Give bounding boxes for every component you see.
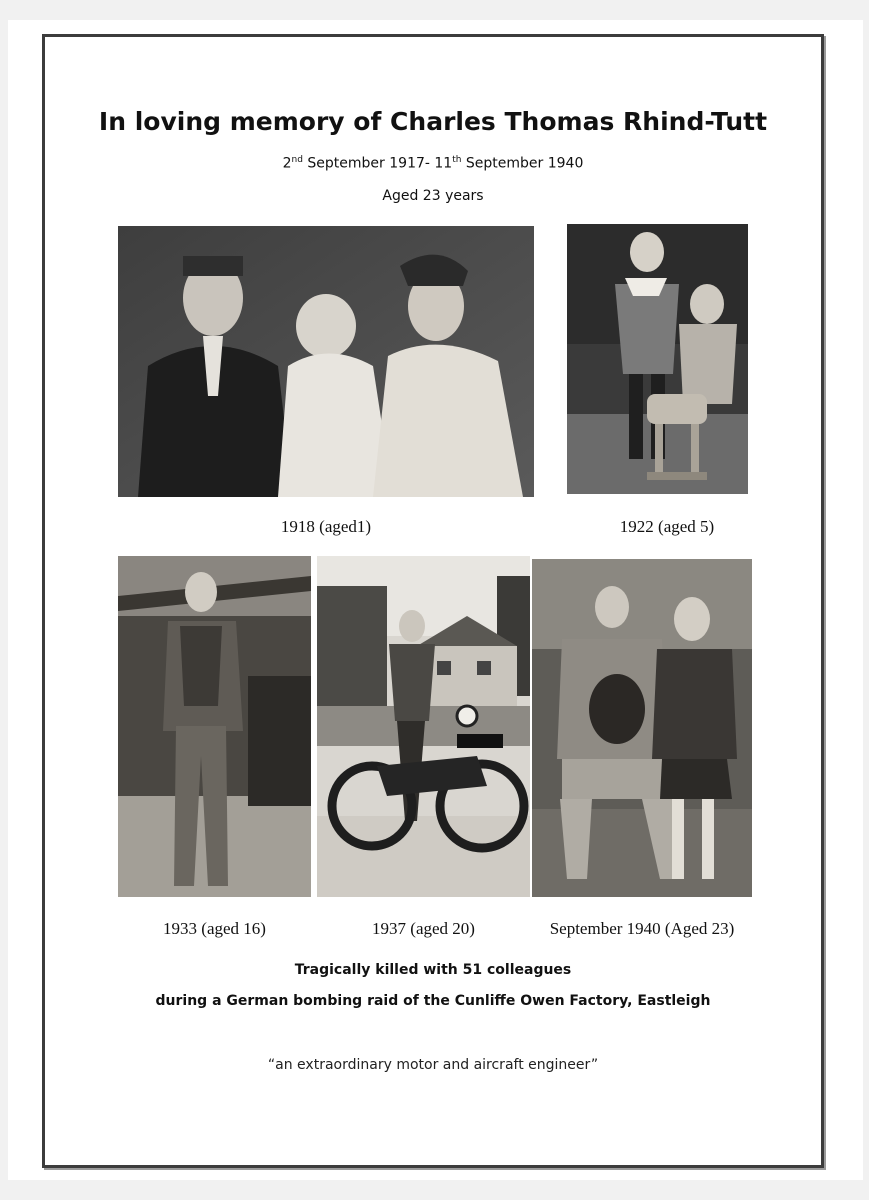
couple-photo-1940 bbox=[532, 559, 752, 897]
caption-1940: September 1940 (Aged 23) bbox=[549, 919, 735, 938]
birth-suffix: nd bbox=[291, 155, 303, 165]
life-dates bbox=[45, 155, 821, 172]
teen-photo-1933 bbox=[118, 556, 311, 897]
caption-1922: 1922 (aged 5) bbox=[619, 517, 715, 536]
children-photo-1922 bbox=[567, 224, 748, 494]
caption-1918: 1918 (aged1) bbox=[280, 517, 372, 536]
age-text: Aged 23 years bbox=[382, 188, 484, 204]
memorial-card bbox=[42, 34, 824, 1168]
tragic-line-2: during a German bombing raid of the Cunliffe Owen Factory, Eastleigh bbox=[155, 993, 711, 1009]
birth-rest: September 1917- 11 bbox=[302, 155, 453, 172]
caption-1937: 1937 (aged 20) bbox=[372, 919, 475, 938]
motorcycle-photo-1937 bbox=[317, 556, 530, 897]
tragic-line-1: Tragically killed with 51 colleagues bbox=[294, 962, 572, 978]
memorial-title: In loving memory of Charles Thomas Rhind-Tutt bbox=[98, 107, 768, 136]
death-rest: September 1940 bbox=[461, 155, 584, 172]
memorial-quote: “an extraordinary motor and aircraft engineer” bbox=[267, 1057, 599, 1073]
caption-1933: 1933 (aged 16) bbox=[163, 919, 266, 938]
birth-day: 2 bbox=[282, 155, 292, 172]
death-suffix: th bbox=[452, 155, 462, 165]
family-photo-1918 bbox=[118, 226, 534, 497]
